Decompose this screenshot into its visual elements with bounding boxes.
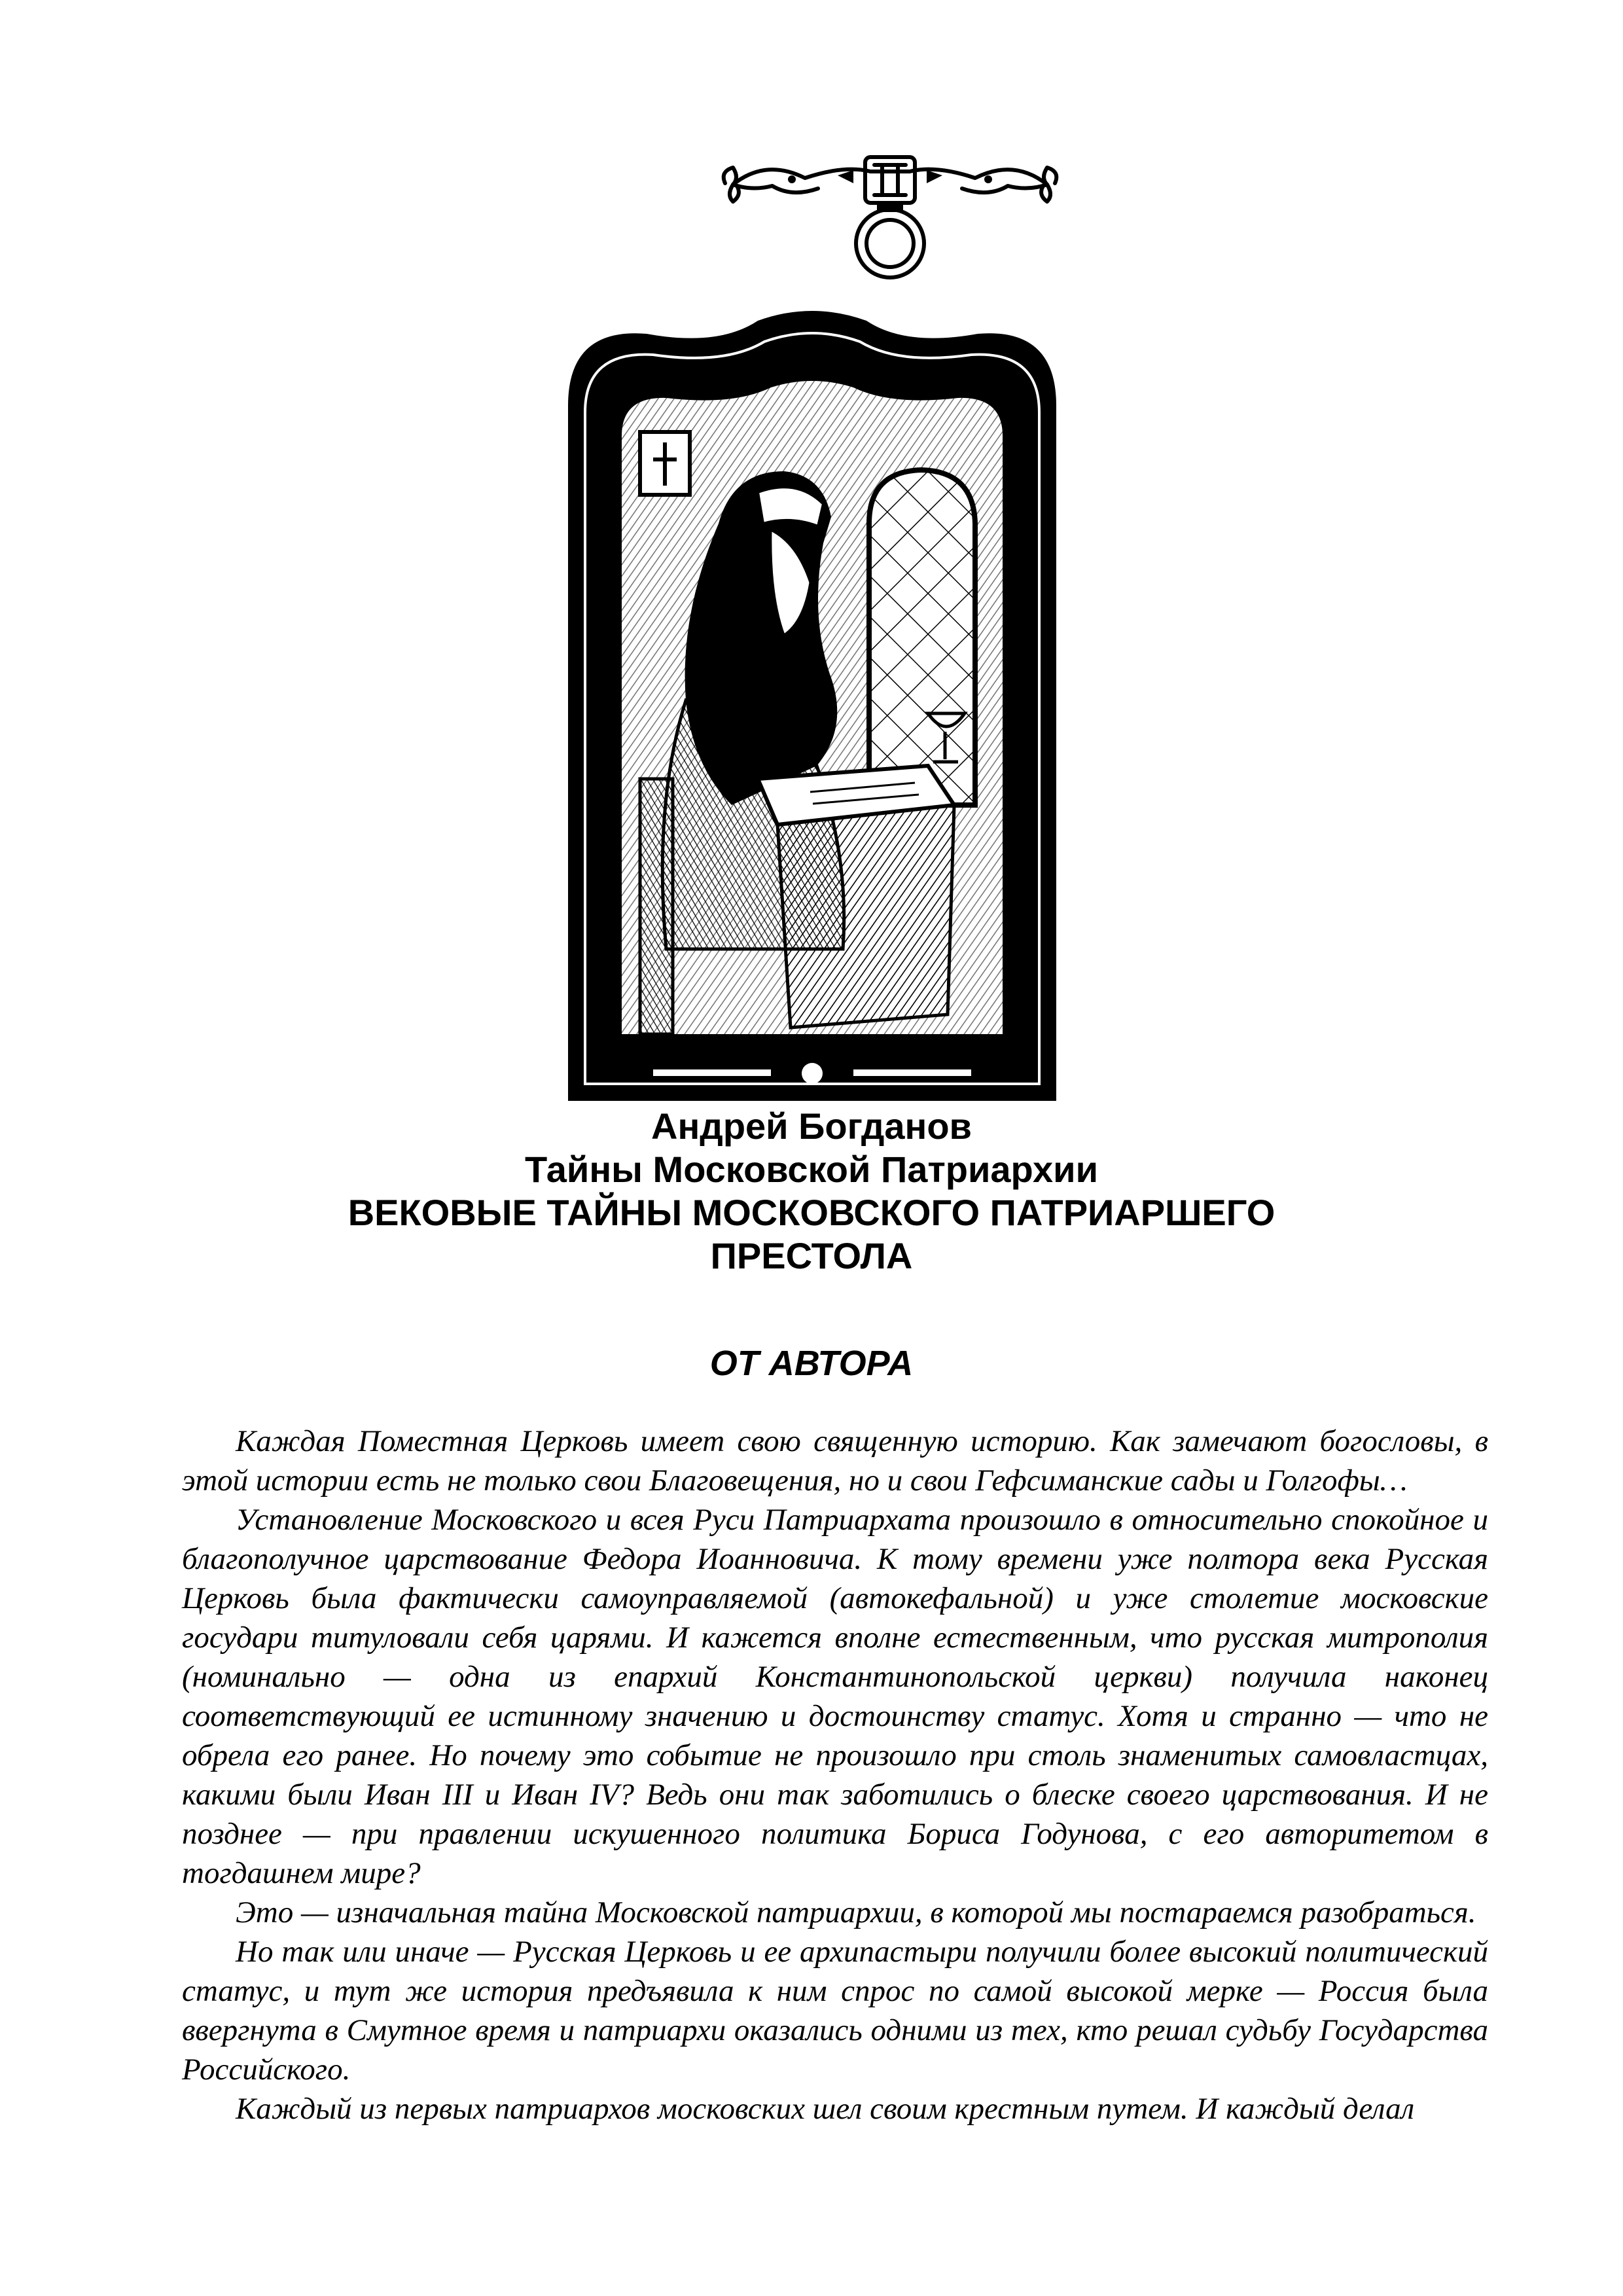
paragraph: Но так или иначе — Русская Церковь и ее архипастыри получили более высокий политический статус, и тут же история предъявила к ним спрос по самой высокой мерке — Россия была ввергнута в Смутное время и патриархи оказались одними из тех, кто решал судьбу Государства Российского. [182, 1935, 1488, 2087]
book-title-line-2: ПРЕСТОЛА [710, 1235, 913, 1276]
paragraph: Установление Московского и всея Руси Патриархата произошло в относительно спокойное и благополучное царствование Федора Иоанновича. К тому времени уже полтора века Русская Церковь была фактически самоуправляемой (автокефальной) и уже столетие московские государи титуловали себя царями. И кажется вполне естественным, что русская митрополия (номинально — одна из епархий Константинопольской церкви) получила наконец соответствующий ее истинному значению и достоинству статус. Хотя и странно — что не обрела его ранее. Но почему это событие не произошло при столь знаменитых самовластцах, какими были Иван III и Иван IV? Ведь они так заботились о блеске своего царствования. И не позднее — при правлении искушенного политика Бориса Годунова, с его авторитетом в тогдашнем мире? [182, 1503, 1488, 1890]
author-name: Андрей Богданов [651, 1105, 972, 1147]
paragraph: Это — изначальная тайна Московской патриархии, в которой мы постараемся разобраться. [236, 1895, 1476, 1929]
ornamental-hinge-clasp-icon [713, 145, 1067, 289]
series-title: Тайны Московской Патриархии [524, 1149, 1099, 1190]
body-text [182, 1422, 1488, 2128]
section-heading: ОТ АВТОРА [709, 1344, 914, 1383]
paragraph: Каждая Поместная Церковь имеет свою священную историю. Как замечают богословы, в этой истории есть не только свои Благовещения, но и свои Гефсиманские сады и Голгофы… [182, 1424, 1488, 1498]
title-block [157, 1105, 1466, 1278]
paragraph: Каждый из первых патриархов московских шел своим крестным путем. И каждый делал [236, 2092, 1415, 2126]
book-title-line-1: ВЕКОВЫЕ ТАЙНЫ МОСКОВСКОГО ПАТРИАРШЕГО [348, 1192, 1275, 1233]
monk-scribe-engraving-icon [562, 308, 1063, 1107]
